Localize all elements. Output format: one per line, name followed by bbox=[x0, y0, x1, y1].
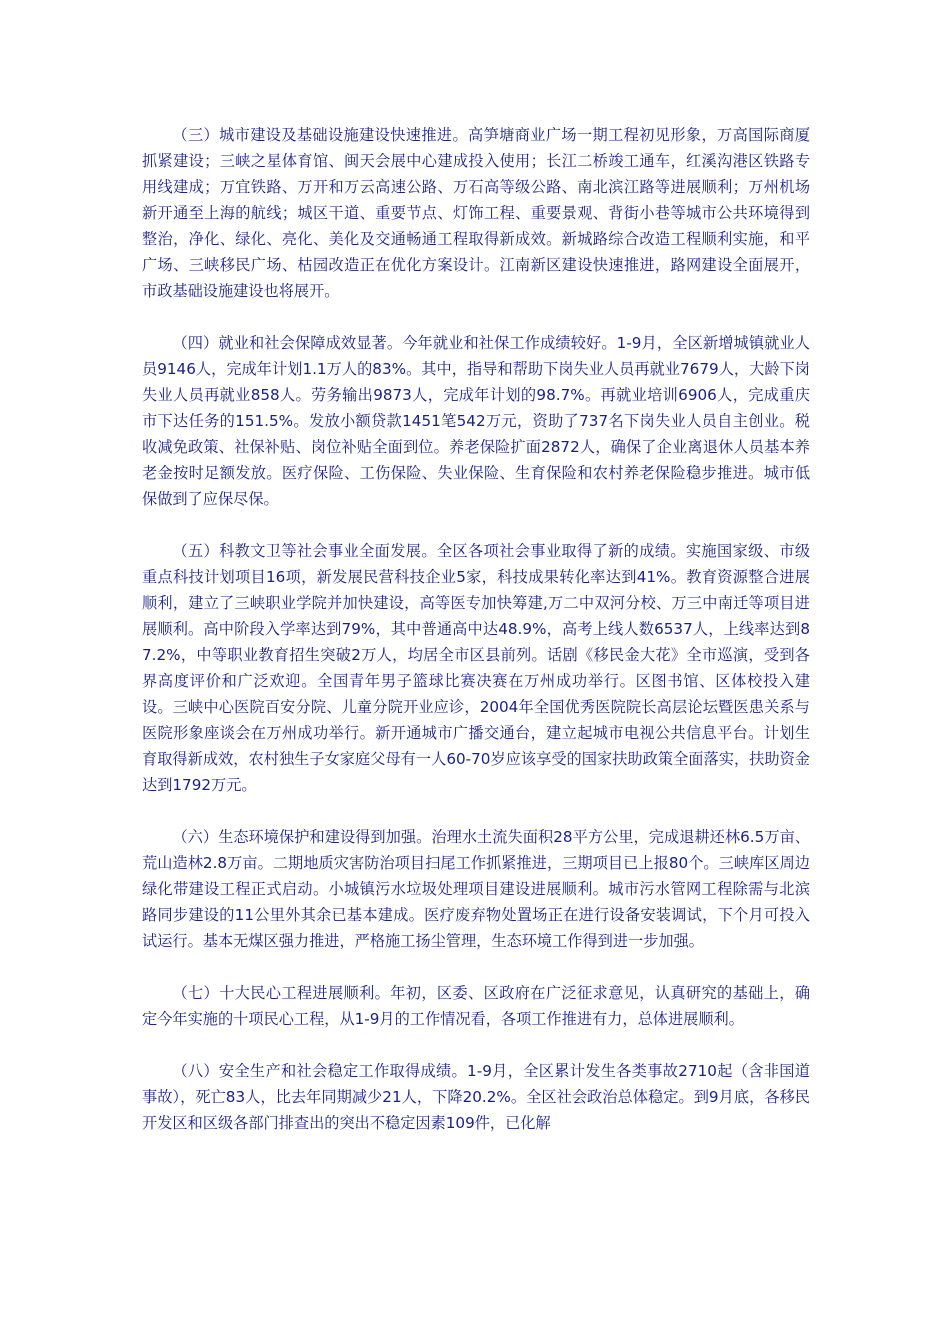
paragraph-safety-stability: （八）安全生产和社会稳定工作取得成绩。1-9月，全区累计发生各类事故2710起（含非国道事故），死亡83人，比去年同期减少21人，下降20.2%。全区社会政治总体稳定。到9月底，各移民开发区和区级各部门排查出的突出不稳定因素109件，已化解 bbox=[142, 1062, 810, 1132]
paragraph-urban-construction: （三）城市建设及基础设施建设快速推进。高笋塘商业广场一期工程初见形象，万高国际商厦抓紧建设；三峡之星体育馆、闽天会展中心建成投入使用；长江二桥竣工通车，红溪沟港区铁路专用线建成；万宜铁路、万开和万云高速公路、万石高等级公路、南北滨江路等进展顺利；万州机场新开通至上海的航线；城区干道、重要节点、灯饰工程、重要景观、背街小巷等城市公共环境得到整治，净化、绿化、亮化、美化及交通畅通工程取得新成效。新城路综合改造工程顺利实施，和平广场、三峡移民广场、枯园改造正在优化方案设计。江南新区建设快速推进，路网建设全面展开，市政基础设施建设也将展开。 bbox=[142, 126, 810, 300]
paragraph-science-education-culture-health: （五）科教文卫等社会事业全面发展。全区各项社会事业取得了新的成绩。实施国家级、市级重点科技计划项目16项，新发展民营科技企业5家，科技成果转化率达到41%。教育资源整合进展顺利，建立了三峡职业学院并加快建设，高等医专加快筹建,万二中双河分校、万三中南迁等项目进展顺利。高中阶段入学率达到79%，其中普通高中达48.9%，高考上线人数6537人，上线率达到87.2%，中等职业教育招生突破2万人，均居全市区县前列。话剧《移民金大花》全市巡演，受到各界高度评价和广泛欢迎。全国青年男子篮球比赛决赛在万州成功举行。区图书馆、区体校投入建设。三峡中心医院百安分院、儿童分院开业应诊，2004年全国优秀医院院长高层论坛暨医患关系与医院形象座谈会在万州成功举行。新开通城市广播交通台，建立起城市电视公共信息平台。计划生育取得新成效，农村独生子女家庭父母有一人60-70岁应该享受的国家扶助政策全面落实，扶助资金达到1792万元。 bbox=[142, 542, 810, 794]
document-body bbox=[142, 122, 810, 1162]
paragraph-ecological-environment: （六）生态环境保护和建设得到加强。治理水土流失面积28平方公里，完成退耕还林6.5万亩、荒山造林2.8万亩。二期地质灾害防治项目扫尾工作抓紧推进，三期项目已上报80个。三峡库区周边绿化带建设工程正式启动。小城镇污水垃圾处理项目建设进展顺利。城市污水管网工程除需与北滨路同步建设的11公里外其余已基本建成。医疗废弃物处置场正在进行设备安装调试，下个月可投入试运行。基本无煤区强力推进，严格施工扬尘管理，生态环境工作得到进一步加强。 bbox=[142, 828, 810, 950]
paragraph-employment-social-security: （四）就业和社会保障成效显著。今年就业和社保工作成绩较好。1-9月，全区新增城镇就业人员9146人，完成年计划1.1万人的83%。其中，指导和帮助下岗失业人员再就业7679人，大龄下岗失业人员再就业858人。劳务输出9873人，完成年计划的98.7%。再就业培训6906人，完成重庆市下达任务的151.5%。发放小额贷款1451笔542万元，资助了737名下岗失业人员自主创业。税收减免政策、社保补贴、岗位补贴全面到位。养老保险扩面2872人，确保了企业离退休人员基本养老金按时足额发放。医疗保险、工伤保险、失业保险、生育保险和农村养老保险稳步推进。城市低保做到了应保尽保。 bbox=[142, 334, 810, 508]
paragraph-livelihood-projects: （七）十大民心工程进展顺利。年初，区委、区政府在广泛征求意见，认真研究的基础上，确定今年实施的十项民心工程，从1-9月的工作情况看，各项工作推进有力，总体进展顺利。 bbox=[142, 984, 810, 1028]
